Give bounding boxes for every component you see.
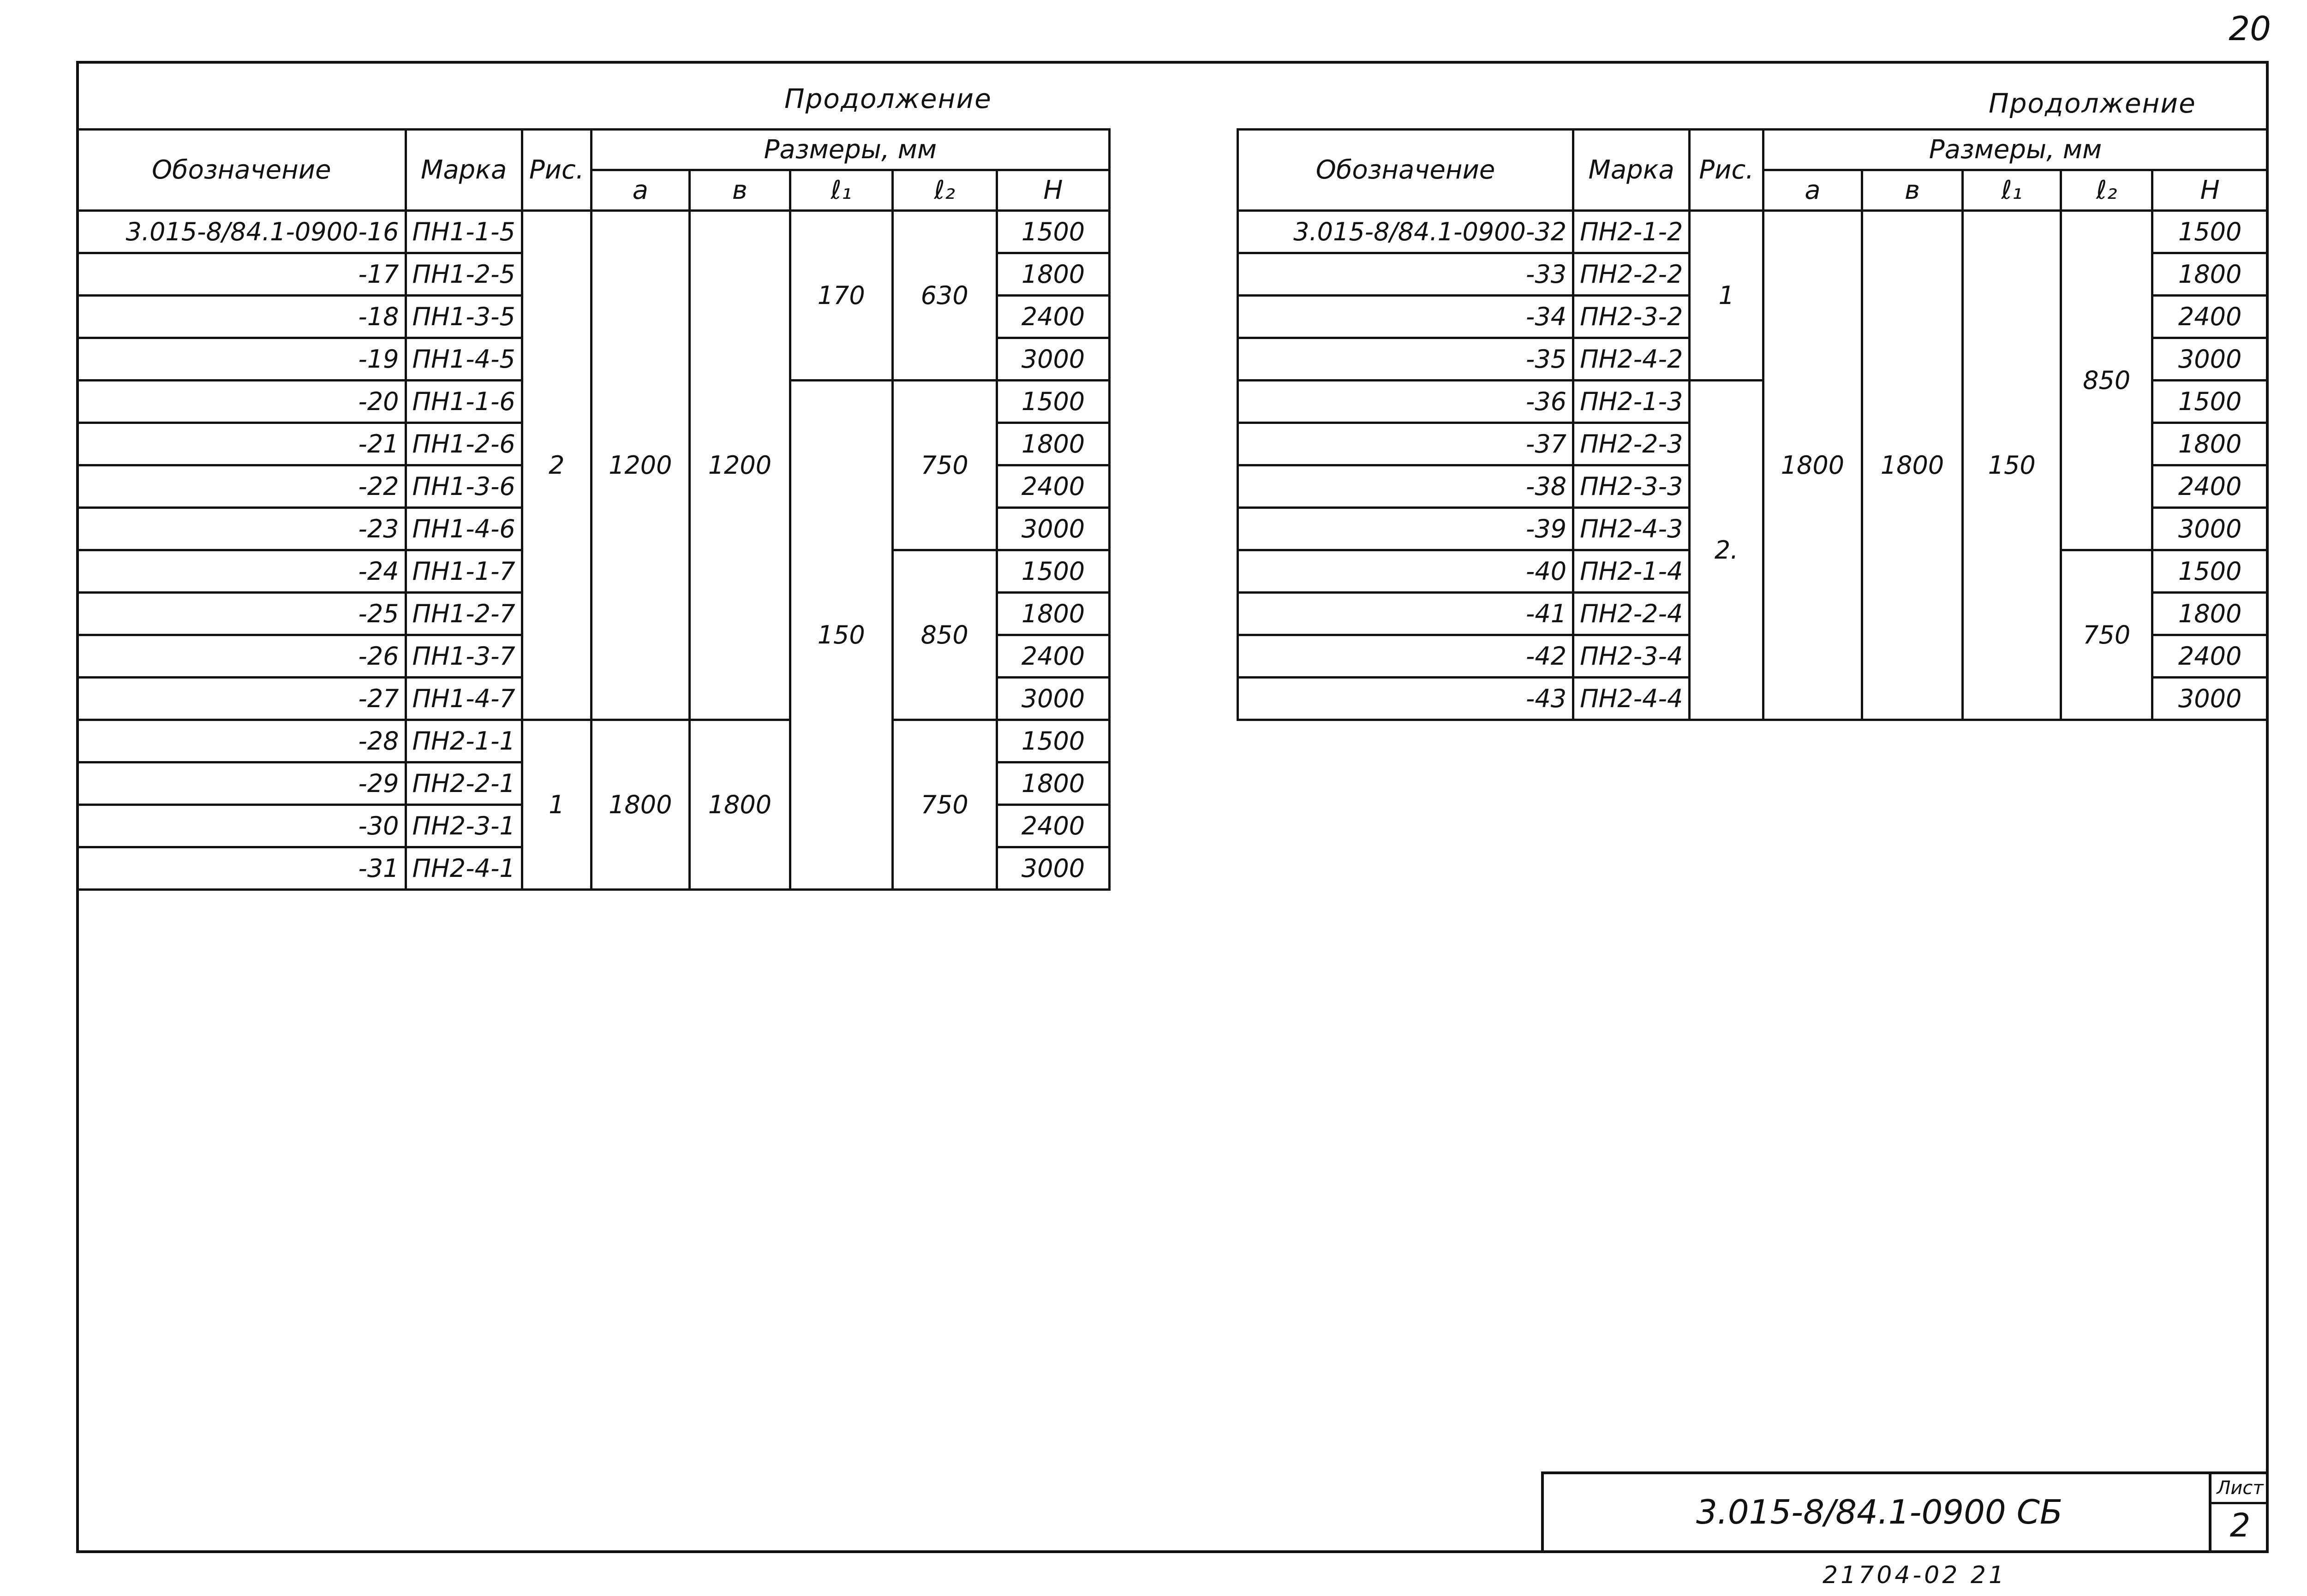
oboz-cell: -41 bbox=[1238, 593, 1573, 635]
marka-cell: ПН2-1-4 bbox=[1573, 550, 1690, 593]
header-ris: Рис. bbox=[522, 130, 591, 211]
h-cell: 3000 bbox=[997, 847, 1109, 890]
header-a: a bbox=[1763, 170, 1862, 211]
marka-cell: ПН1-3-5 bbox=[406, 296, 522, 338]
h-cell: 3000 bbox=[997, 678, 1109, 720]
h-cell: 3000 bbox=[2152, 508, 2268, 550]
l2-cell: 750 bbox=[2061, 550, 2152, 720]
marka-cell: ПН1-2-7 bbox=[406, 593, 522, 635]
h-cell: 2400 bbox=[2152, 465, 2268, 508]
h-cell: 1800 bbox=[997, 253, 1109, 296]
oboz-cell: -22 bbox=[78, 465, 406, 508]
h-cell: 2400 bbox=[997, 805, 1109, 847]
h-cell: 1500 bbox=[997, 720, 1109, 762]
h-cell: 1500 bbox=[2152, 550, 2268, 593]
oboz-cell: -31 bbox=[78, 847, 406, 890]
oboz-cell: -33 bbox=[1238, 253, 1573, 296]
oboz-cell: 3.015-8/84.1-0900-32 bbox=[1238, 211, 1573, 253]
l1-cell: 150 bbox=[1963, 211, 2061, 720]
table-header-row bbox=[1238, 130, 2268, 170]
oboz-cell: -27 bbox=[78, 678, 406, 720]
h-cell: 1800 bbox=[997, 423, 1109, 465]
oboz-cell: -37 bbox=[1238, 423, 1573, 465]
page-number: 20 bbox=[2229, 9, 2271, 48]
marka-cell: ПН2-2-2 bbox=[1573, 253, 1690, 296]
oboz-cell: -24 bbox=[78, 550, 406, 593]
header-l1: ℓ₁ bbox=[790, 170, 892, 211]
oboz-cell: -43 bbox=[1238, 678, 1573, 720]
a-cell: 1200 bbox=[591, 211, 689, 720]
h-cell: 2400 bbox=[997, 465, 1109, 508]
h-cell: 1500 bbox=[997, 211, 1109, 253]
marka-cell: ПН1-3-7 bbox=[406, 635, 522, 678]
oboz-cell: -35 bbox=[1238, 338, 1573, 381]
b-cell: 1800 bbox=[1862, 211, 1963, 720]
header-razmery: Размеры, мм bbox=[1763, 130, 2268, 170]
header-oboznachenie: Обозначение bbox=[78, 130, 406, 211]
ris-cell: 1 bbox=[1690, 211, 1763, 381]
marka-cell: ПН1-1-5 bbox=[406, 211, 522, 253]
h-cell: 1500 bbox=[997, 381, 1109, 423]
h-cell: 2400 bbox=[2152, 635, 2268, 678]
oboz-cell: -36 bbox=[1238, 381, 1573, 423]
title-stamp bbox=[1541, 1471, 2269, 1553]
oboz-cell: -23 bbox=[78, 508, 406, 550]
l2-cell: 850 bbox=[2061, 211, 2152, 550]
left-spec-table bbox=[76, 128, 1111, 891]
header-l2: ℓ₂ bbox=[892, 170, 997, 211]
continuation-label-left: Продолжение bbox=[784, 83, 992, 114]
l2-cell: 750 bbox=[892, 720, 997, 890]
marka-cell: ПН2-3-3 bbox=[1573, 465, 1690, 508]
marka-cell: ПН2-3-2 bbox=[1573, 296, 1690, 338]
l1-cell: 170 bbox=[790, 211, 892, 381]
oboz-cell: -18 bbox=[78, 296, 406, 338]
b-cell: 1200 bbox=[689, 211, 790, 720]
header-b: в bbox=[1862, 170, 1963, 211]
table-row bbox=[1238, 211, 2268, 253]
h-cell: 1800 bbox=[997, 593, 1109, 635]
header-l1: ℓ₁ bbox=[1963, 170, 2061, 211]
h-cell: 2400 bbox=[2152, 296, 2268, 338]
marka-cell: ПН2-4-4 bbox=[1573, 678, 1690, 720]
oboz-cell: -39 bbox=[1238, 508, 1573, 550]
marka-cell: ПН2-4-1 bbox=[406, 847, 522, 890]
header-l2: ℓ₂ bbox=[2061, 170, 2152, 211]
sheet-box bbox=[2209, 1474, 2269, 1553]
marka-cell: ПН2-3-1 bbox=[406, 805, 522, 847]
h-cell: 1500 bbox=[2152, 211, 2268, 253]
header-h: H bbox=[997, 170, 1109, 211]
h-cell: 3000 bbox=[997, 338, 1109, 381]
h-cell: 2400 bbox=[997, 635, 1109, 678]
oboz-cell: -42 bbox=[1238, 635, 1573, 678]
document-code: 3.015-8/84.1-0900 СБ bbox=[1696, 1493, 2063, 1531]
header-a: a bbox=[591, 170, 689, 211]
oboz-cell: -38 bbox=[1238, 465, 1573, 508]
a-cell: 1800 bbox=[591, 720, 689, 890]
h-cell: 1800 bbox=[997, 762, 1109, 805]
oboz-cell: -19 bbox=[78, 338, 406, 381]
l2-cell: 750 bbox=[892, 381, 997, 550]
h-cell: 2400 bbox=[997, 296, 1109, 338]
oboz-cell: -28 bbox=[78, 720, 406, 762]
header-h: H bbox=[2152, 170, 2268, 211]
sheet-label: Лист bbox=[2211, 1474, 2269, 1504]
marka-cell: ПН2-3-4 bbox=[1573, 635, 1690, 678]
marka-cell: ПН2-4-2 bbox=[1573, 338, 1690, 381]
h-cell: 1800 bbox=[2152, 423, 2268, 465]
header-b: в bbox=[689, 170, 790, 211]
h-cell: 1500 bbox=[2152, 381, 2268, 423]
h-cell: 3000 bbox=[2152, 338, 2268, 381]
header-ris: Рис. bbox=[1690, 130, 1763, 211]
sheet-number: 2 bbox=[2229, 1507, 2251, 1544]
oboz-cell: -30 bbox=[78, 805, 406, 847]
marka-cell: ПН2-1-3 bbox=[1573, 381, 1690, 423]
oboz-cell: -25 bbox=[78, 593, 406, 635]
ris-cell: 1 bbox=[522, 720, 591, 890]
marka-cell: ПН2-2-4 bbox=[1573, 593, 1690, 635]
table-row bbox=[78, 211, 1110, 253]
marka-cell: ПН1-1-6 bbox=[406, 381, 522, 423]
oboz-cell: -29 bbox=[78, 762, 406, 805]
l2-cell: 850 bbox=[892, 550, 997, 720]
marka-cell: ПН1-4-6 bbox=[406, 508, 522, 550]
marka-cell: ПН2-4-3 bbox=[1573, 508, 1690, 550]
marka-cell: ПН1-2-6 bbox=[406, 423, 522, 465]
h-cell: 3000 bbox=[2152, 678, 2268, 720]
archive-code: 21704-02 21 bbox=[1823, 1561, 2007, 1589]
h-cell: 3000 bbox=[997, 508, 1109, 550]
marka-cell: ПН1-4-5 bbox=[406, 338, 522, 381]
oboz-cell: -26 bbox=[78, 635, 406, 678]
marka-cell: ПН1-2-5 bbox=[406, 253, 522, 296]
marka-cell: ПН1-4-7 bbox=[406, 678, 522, 720]
a-cell: 1800 bbox=[1763, 211, 1862, 720]
h-cell: 1800 bbox=[2152, 253, 2268, 296]
marka-cell: ПН2-2-1 bbox=[406, 762, 522, 805]
marka-cell: ПН2-1-1 bbox=[406, 720, 522, 762]
oboz-cell: -20 bbox=[78, 381, 406, 423]
header-oboznachenie: Обозначение bbox=[1238, 130, 1573, 211]
header-razmery: Размеры, мм bbox=[591, 130, 1109, 170]
header-marka: Марка bbox=[406, 130, 522, 211]
table-header-row bbox=[78, 130, 1110, 170]
oboz-cell: -21 bbox=[78, 423, 406, 465]
marka-cell: ПН1-1-7 bbox=[406, 550, 522, 593]
marka-cell: ПН1-3-6 bbox=[406, 465, 522, 508]
b-cell: 1800 bbox=[689, 720, 790, 890]
marka-cell: ПН2-1-2 bbox=[1573, 211, 1690, 253]
header-marka: Марка bbox=[1573, 130, 1690, 211]
h-cell: 1500 bbox=[997, 550, 1109, 593]
marka-cell: ПН2-2-3 bbox=[1573, 423, 1690, 465]
oboz-cell: -40 bbox=[1238, 550, 1573, 593]
ris-cell: 2 bbox=[522, 211, 591, 720]
oboz-cell: 3.015-8/84.1-0900-16 bbox=[78, 211, 406, 253]
continuation-label-right: Продолжение bbox=[1989, 88, 2196, 119]
l1-cell: 150 bbox=[790, 381, 892, 890]
ris-cell: 2. bbox=[1690, 381, 1763, 720]
l2-cell: 630 bbox=[892, 211, 997, 381]
oboz-cell: -34 bbox=[1238, 296, 1573, 338]
oboz-cell: -17 bbox=[78, 253, 406, 296]
h-cell: 1800 bbox=[2152, 593, 2268, 635]
right-spec-table bbox=[1237, 128, 2269, 721]
table-row bbox=[78, 720, 1110, 762]
